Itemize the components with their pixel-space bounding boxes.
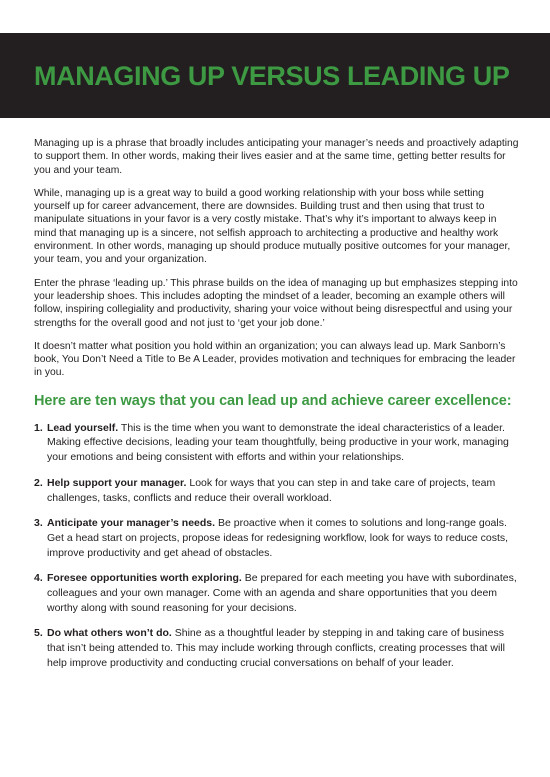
list-item-text: Shine as a thoughtful leader by stepping in and taking care of business that isn’t being attended to. This may include working through conflicts, creating processes that will help improve productivity and conducting crucial conversations on behalf of your leader. <box>47 627 505 669</box>
leading-up-paragraph: Enter the phrase ‘leading up.’ This phrase builds on the idea of managing up but emphasizes stepping into your leadership shoes. This includes adopting the mindset of a leader, becoming an example others will follow, inspiring collegiality and productivity, sharing your voice without being disrespectful and using your strengths for the overall good and not just to ‘get your job done.’ <box>34 277 518 329</box>
list-item-number: 3. <box>34 517 43 530</box>
list-item <box>34 476 520 505</box>
list-item-lead: Help support your manager. <box>47 476 187 489</box>
page-title: MANAGING UP VERSUS LEADING UP <box>34 61 510 91</box>
list-item-text: This is the time when you want to demonstrate the ideal characteristics of a leader. Making effective decisions, leading your team thoughtfully, being productive in your work, managing your emotions and being consistent with efforts and within your relationships. <box>47 421 509 464</box>
intro-paragraph: Managing up is a phrase that broadly includes anticipating your manager’s needs and proactively adapting to support them. In other words, making their lives easier and at the same time, getting better results for you and your team. <box>34 138 519 176</box>
book-paragraph: It doesn’t matter what position you hold within an organization; you can always lead up. Mark Sanborn’s book, You Don’t Need a Title to Be A Leader, provides motivation and techniques for embracing the leader in you. <box>34 340 516 379</box>
list-item-number: 2. <box>34 476 43 489</box>
section-subheading: Here are ten ways that you can lead up and achieve career excellence: <box>34 392 512 409</box>
list-item <box>34 626 520 670</box>
list-item-lead: Foresee opportunities worth exploring. <box>47 572 242 585</box>
downsides-paragraph: While, managing up is a great way to build a good working relationship with your boss while setting yourself up for career advancement, there are downsides. Building trust and then using that trust to manipulate situations in your favor is a very costly mistake. That’s why it’s important to always keep in mind that managing up is a sincere, not selfish approach to architecting a productive and healthy work environment. In other words, managing up should produce mutually positive outcomes for your manager, your team, you and your organization. <box>34 187 511 266</box>
list-item-text: Be proactive when it comes to solutions and long-range goals. Get a head start on projects, propose ideas for redesigning workflow, look for ways to reduce costs, improve productivity and get ahead of obstacles. <box>47 517 509 559</box>
list-item-number: 1. <box>34 421 43 434</box>
list-item <box>34 571 520 615</box>
list-item-text: Look for ways that you can step in and take care of projects, team challenges, tasks, conflicts and reduce their overall workload. <box>47 476 496 504</box>
list-item <box>34 421 520 465</box>
list-item <box>34 516 520 560</box>
title-banner <box>0 33 550 118</box>
list-item-text: Be prepared for each meeting you have with subordinates, colleagues and your own manager. Come with an agenda and share opportunities that you deem worthy along with sound reasoning for your decisions. <box>47 572 517 614</box>
list-item-lead: Do what others won’t do. <box>47 627 172 640</box>
list-item-number: 4. <box>34 572 43 585</box>
article-body <box>34 137 520 682</box>
list-item-lead: Anticipate your manager’s needs. <box>47 517 216 530</box>
list-item-number: 5. <box>34 627 43 640</box>
tips-list <box>34 421 520 671</box>
list-item-lead: Lead yourself. <box>47 421 119 434</box>
